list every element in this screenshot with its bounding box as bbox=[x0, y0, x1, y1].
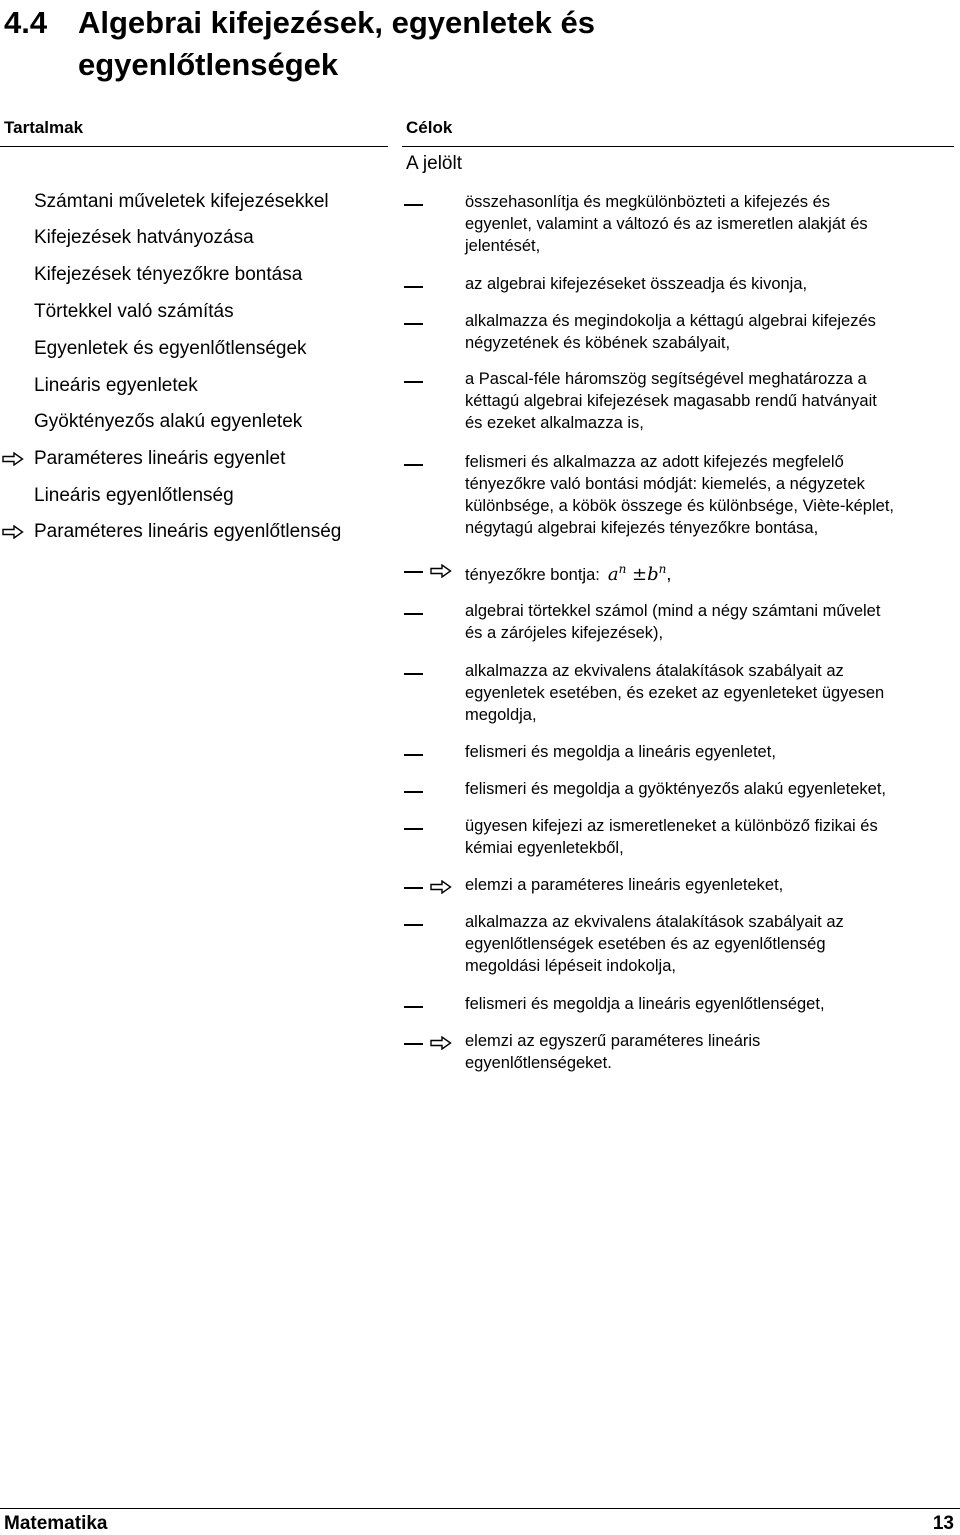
formula-base-a: a bbox=[607, 564, 619, 585]
goal-line-text: ügyesen kifejezi az ismeretleneket a különböző fizikai és bbox=[465, 817, 878, 835]
goal-text-line bbox=[465, 1052, 955, 1074]
dash-bullet bbox=[404, 673, 423, 675]
dash-bullet bbox=[404, 1006, 423, 1008]
contents-item-label: Lineáris egyenlőtlenség bbox=[34, 485, 234, 506]
goal-line-text: elemzi az egyszerű paraméteres lineáris bbox=[465, 1032, 761, 1050]
goal-text bbox=[465, 874, 955, 896]
dash-bullet bbox=[404, 887, 423, 889]
contents-item-label: Számtani műveletek kifejezésekkel bbox=[34, 191, 329, 212]
dash-bullet bbox=[404, 924, 423, 926]
goal-line-text: felismeri és megoldja a lineáris egyenletet, bbox=[465, 743, 776, 761]
contents-item-label: Egyenletek és egyenlőtlenségek bbox=[34, 338, 307, 359]
goal-text bbox=[465, 911, 955, 977]
goal-text bbox=[465, 660, 955, 726]
goal-line-text: és a zárójeles kifejezések), bbox=[465, 624, 664, 642]
contents-item-label: Lineáris egyenletek bbox=[34, 375, 198, 396]
hollow-arrow-icon bbox=[430, 880, 452, 894]
section-number: 4.4 bbox=[4, 5, 48, 40]
goal-text-line bbox=[465, 390, 955, 412]
goal-text-line bbox=[465, 495, 955, 517]
goal-text-line bbox=[465, 911, 955, 933]
goal-line-text: alkalmazza az ekvivalens átalakítások szabályait az bbox=[465, 913, 844, 931]
goal-line-text: alkalmazza és megindokolja a kéttagú algebrai kifejezés bbox=[465, 312, 876, 330]
goal-text-line bbox=[465, 213, 955, 235]
contents-item-label: Paraméteres lineáris egyenlet bbox=[34, 448, 286, 469]
goal-text-line bbox=[465, 955, 955, 977]
goal-line-text: egyenlőtlenségek esetében és az egyenlőtlenség bbox=[465, 935, 826, 953]
goal-text-line bbox=[465, 993, 955, 1015]
goal-text-line bbox=[465, 837, 955, 859]
formula-exponent: n bbox=[618, 562, 627, 576]
goal-text bbox=[465, 451, 955, 539]
footer-page-number: 13 bbox=[932, 1513, 954, 1534]
hollow-arrow-icon bbox=[430, 1036, 452, 1050]
goal-text bbox=[465, 993, 955, 1015]
goal-text bbox=[465, 191, 955, 257]
dash-bullet bbox=[404, 286, 423, 288]
goal-line-text: felismeri és megoldja a gyöktényezős alakú egyenleteket, bbox=[465, 780, 886, 798]
goal-line-text: különbsége, a köbök összege és különbsége, Viète-képlet, bbox=[465, 497, 894, 515]
dash-bullet bbox=[404, 381, 423, 383]
goal-line-text: jelentését, bbox=[465, 237, 541, 255]
footer-rule bbox=[0, 1508, 960, 1509]
formula-exponent: n bbox=[658, 562, 667, 576]
goal-line-text: tényezőkre bontja: bbox=[465, 566, 600, 584]
goal-text-line bbox=[465, 778, 955, 800]
goal-text-line bbox=[465, 191, 955, 213]
goal-line-text: megoldja, bbox=[465, 706, 537, 724]
contents-item-label: Gyöktényezős alakú egyenletek bbox=[34, 411, 303, 432]
goal-text bbox=[465, 815, 955, 859]
footer-subject: Matematika bbox=[4, 1513, 108, 1534]
goal-text-line bbox=[465, 933, 955, 955]
dash-bullet bbox=[404, 571, 423, 573]
goal-line-text: kémiai egyenletekből, bbox=[465, 839, 624, 857]
goal-text-line bbox=[465, 451, 955, 473]
goal-line-text: tényezőkre való bontási módját: kiemelés, a négyzetek bbox=[465, 475, 865, 493]
goal-text-line bbox=[465, 473, 955, 495]
contents-item-label: Kifejezések hatványozása bbox=[34, 227, 254, 248]
goal-text-line bbox=[465, 704, 955, 726]
goal-line-text: a Pascal-féle háromszög segítségével meghatározza a bbox=[465, 370, 867, 388]
goal-text bbox=[465, 368, 955, 434]
goal-line-text: egyenletek esetében, és ezeket az egyenleteket ügyesen bbox=[465, 684, 885, 702]
dash-bullet bbox=[404, 323, 423, 325]
dash-bullet bbox=[404, 754, 423, 756]
goal-line-text: egyenlőtlenségeket. bbox=[465, 1054, 612, 1072]
dash-bullet bbox=[404, 791, 423, 793]
formula-suffix: , bbox=[666, 564, 672, 584]
dash-bullet bbox=[404, 204, 423, 206]
goal-text bbox=[465, 310, 955, 354]
formula bbox=[608, 564, 672, 585]
goal-text-line bbox=[465, 412, 955, 434]
dash-bullet bbox=[404, 828, 423, 830]
goal-line-text: elemzi a paraméteres lineáris egyenleteket, bbox=[465, 876, 784, 894]
goal-line-text: négytagú algebrai kifejezés tényezőkre bontása, bbox=[465, 519, 819, 537]
goal-text-line bbox=[465, 1030, 955, 1052]
hollow-arrow-icon bbox=[430, 564, 452, 578]
goal-text bbox=[465, 1030, 955, 1074]
goal-text bbox=[465, 600, 955, 644]
title-line-2: egyenlőtlenségek bbox=[78, 47, 339, 82]
goal-text-line bbox=[465, 815, 955, 837]
contents-item-label: Paraméteres lineáris egyenlőtlenség bbox=[34, 521, 342, 542]
goal-line-text: négyzetének és köbének szabályait, bbox=[465, 334, 731, 352]
formula-operator: ± bbox=[626, 564, 648, 585]
goal-text bbox=[465, 778, 955, 800]
goal-text-line bbox=[465, 368, 955, 390]
goal-line-text: alkalmazza az ekvivalens átalakítások szabályait az bbox=[465, 662, 844, 680]
dash-bullet bbox=[404, 464, 423, 466]
goal-text-line bbox=[465, 682, 955, 704]
goal-text bbox=[465, 273, 955, 295]
goal-text bbox=[465, 741, 955, 763]
goal-text-line bbox=[465, 517, 955, 539]
goal-line-text: megoldási lépéseit indokolja, bbox=[465, 957, 676, 975]
goal-line-text: az algebrai kifejezéseket összeadja és kivonja, bbox=[465, 275, 808, 293]
contents-heading: Tartalmak bbox=[4, 118, 84, 137]
contents-item-label: Törtekkel való számítás bbox=[34, 301, 234, 322]
dash-bullet bbox=[404, 1043, 423, 1045]
goal-text-line bbox=[465, 660, 955, 682]
goal-line-text: kéttagú algebrai kifejezések magasabb rendű hatványait bbox=[465, 392, 877, 410]
goal-text-line bbox=[465, 741, 955, 763]
goal-text-line bbox=[465, 874, 955, 896]
goal-line-text: felismeri és megoldja a lineáris egyenlőtlenséget, bbox=[465, 995, 825, 1013]
goal-line-text: egyenlet, valamint a változó és az ismeretlen alakját és bbox=[465, 215, 868, 233]
goal-text bbox=[465, 558, 955, 586]
goal-text-line bbox=[465, 332, 955, 354]
goal-line-text: felismeri és alkalmazza az adott kifejezés megfelelő bbox=[465, 453, 844, 471]
contents-item-label: Kifejezések tényezőkre bontása bbox=[34, 264, 303, 285]
formula-base-b: b bbox=[647, 564, 659, 585]
goals-intro: A jelölt bbox=[406, 153, 462, 174]
goal-text-line bbox=[465, 622, 955, 644]
goal-text-line bbox=[465, 235, 955, 257]
goal-text-line bbox=[465, 600, 955, 622]
goals-heading: Célok bbox=[406, 118, 453, 137]
title-line-1: Algebrai kifejezések, egyenletek és bbox=[78, 5, 595, 40]
goal-text-line bbox=[465, 310, 955, 332]
goal-text-line bbox=[465, 273, 955, 295]
goal-line-text: összehasonlítja és megkülönbözteti a kifejezés és bbox=[465, 193, 831, 211]
goal-line-text: és ezeket alkalmazza is, bbox=[465, 414, 644, 432]
goal-text-line bbox=[465, 558, 955, 586]
dash-bullet bbox=[404, 613, 423, 615]
goal-line-text: algebrai törtekkel számol (mind a négy számtani művelet bbox=[465, 602, 881, 620]
